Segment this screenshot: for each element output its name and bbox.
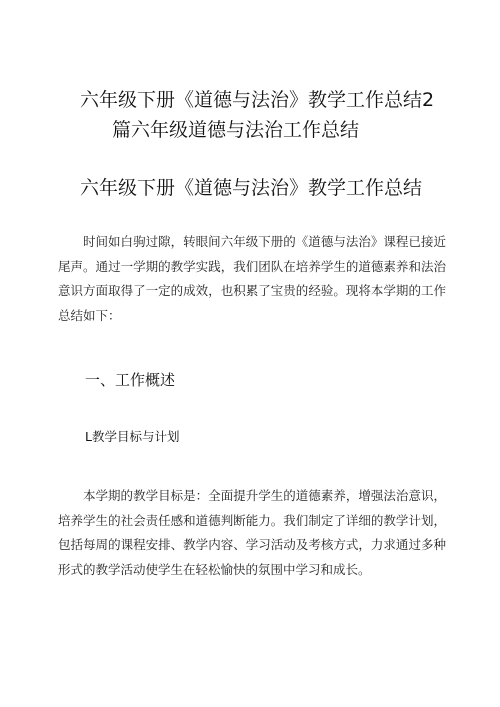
document-title-line2: 篇六年级道德与法治工作总结 [112, 119, 360, 141]
intro-paragraph: 时间如白驹过隙，转眼间六年级下册的《道德与法治》课程已接近尾声。通过一学期的教学实践，我们团队在培养学生的道德素养和法治意识方面取得了一定的成效，也积累了宝贵的经验。现将本学期的工作总结如下： [58, 234, 446, 323]
section1-sub1-paragraph: 本学期的教学目标是：全面提升学生的道德素养，增强法治意识，培养学生的社会责任感和道德判断能力。我们制定了详细的教学计划，包括每周的课程安排、教学内容、学习活动及考核方式，力求通过多种形式的教学活动使学生在轻松愉快的氛围中学习和成长。 [58, 488, 446, 577]
document-subtitle: 六年级下册《道德与法治》教学工作总结 [80, 177, 423, 199]
section1-heading: 一、工作概述 [85, 371, 176, 389]
section1-sub1-heading: L教学目标与计划 [85, 429, 180, 444]
document-title-line1: 六年级下册《道德与法治》教学工作总结2 [80, 89, 435, 111]
